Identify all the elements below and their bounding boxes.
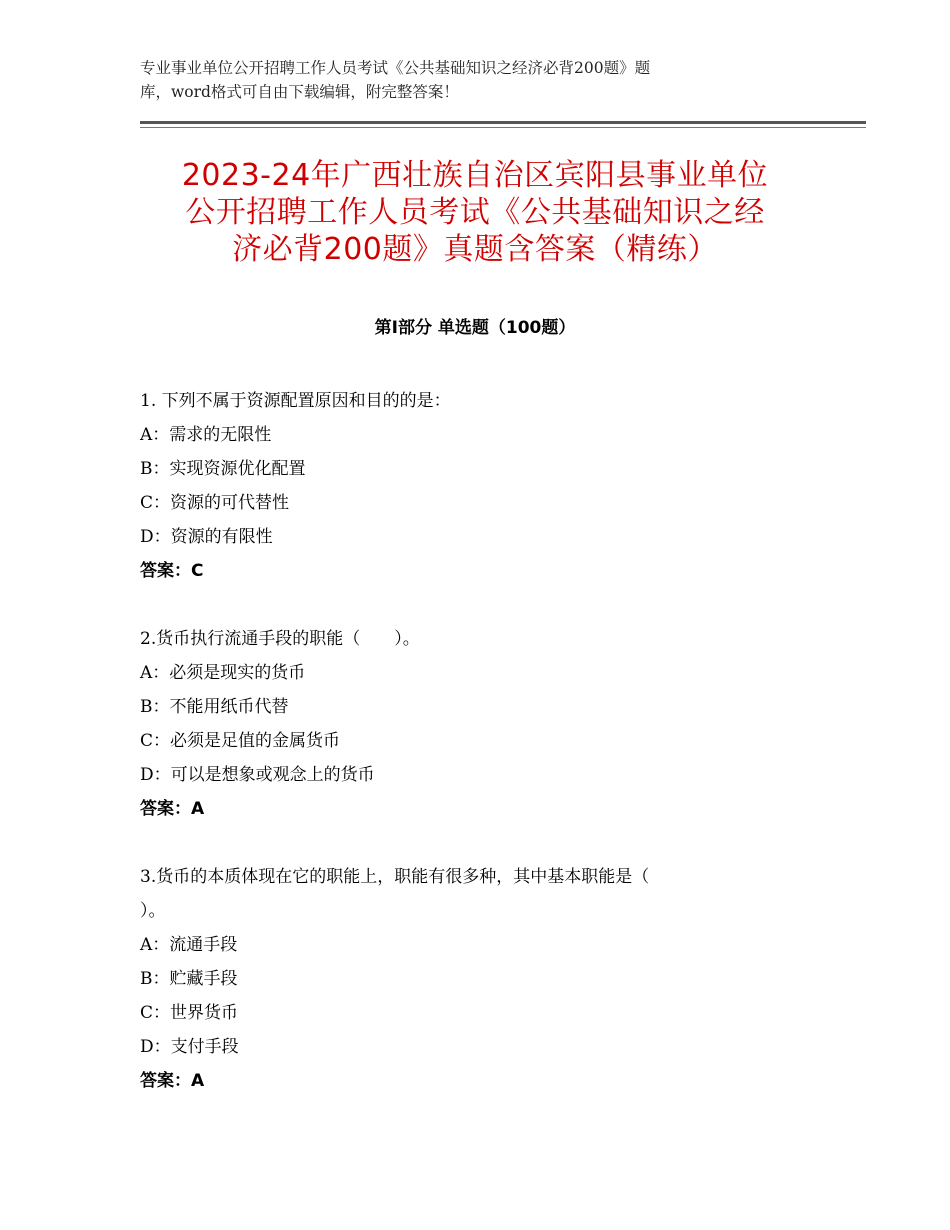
header-rule-thick [140,121,866,124]
option-b: B：实现资源优化配置 [140,459,306,479]
option-d: D：支付手段 [140,1037,239,1057]
header-rule-thin [140,127,866,128]
option-c: C：资源的可代替性 [140,493,290,513]
question-3 [140,860,800,1098]
document-title [130,157,820,268]
option-a: A：必须是现实的货币 [140,663,306,683]
option-b: B：贮藏手段 [140,969,238,989]
option-d: D：资源的有限性 [140,527,273,547]
option-c: C：必须是足值的金属货币 [140,731,341,751]
question-stem: 1. 下列不属于资源配置原因和目的的是： [140,391,451,411]
option-a: A：流通手段 [140,935,238,955]
title-line-1: 2023-24年广西壮族自治区宾阳县事业单位 [181,158,769,193]
option-d: D：可以是想象或观念上的货币 [140,765,375,785]
question-stem-continued: ）。 [140,901,166,921]
option-a: A：需求的无限性 [140,425,272,445]
title-line-3: 济必背200题》真题含答案（精练） [232,232,718,267]
answer: 答案：C [140,561,204,581]
question-list [140,384,800,1132]
question-stem: 3.货币的本质体现在它的职能上，职能有很多种，其中基本职能是（ [140,867,650,887]
section-title: 第Ⅰ部分 单选题（100题） [374,318,576,338]
option-c: C：世界货币 [140,1003,239,1023]
header-note [140,56,780,104]
question-1 [140,384,800,588]
answer: 答案：A [140,799,205,819]
question-2 [140,622,800,826]
answer: 答案：A [140,1071,205,1091]
header-note-line-1: 专业事业单位公开招聘工作人员考试《公共基础知识之经济必背200题》题 [140,59,651,77]
title-line-2: 公开招聘工作人员考试《公共基础知识之经 [185,195,765,230]
option-b: B：不能用纸币代替 [140,697,289,717]
header-note-line-2: 库，word格式可自由下载编辑，附完整答案！ [140,83,459,101]
question-stem: 2.货币执行流通手段的职能（ ）。 [140,629,420,649]
